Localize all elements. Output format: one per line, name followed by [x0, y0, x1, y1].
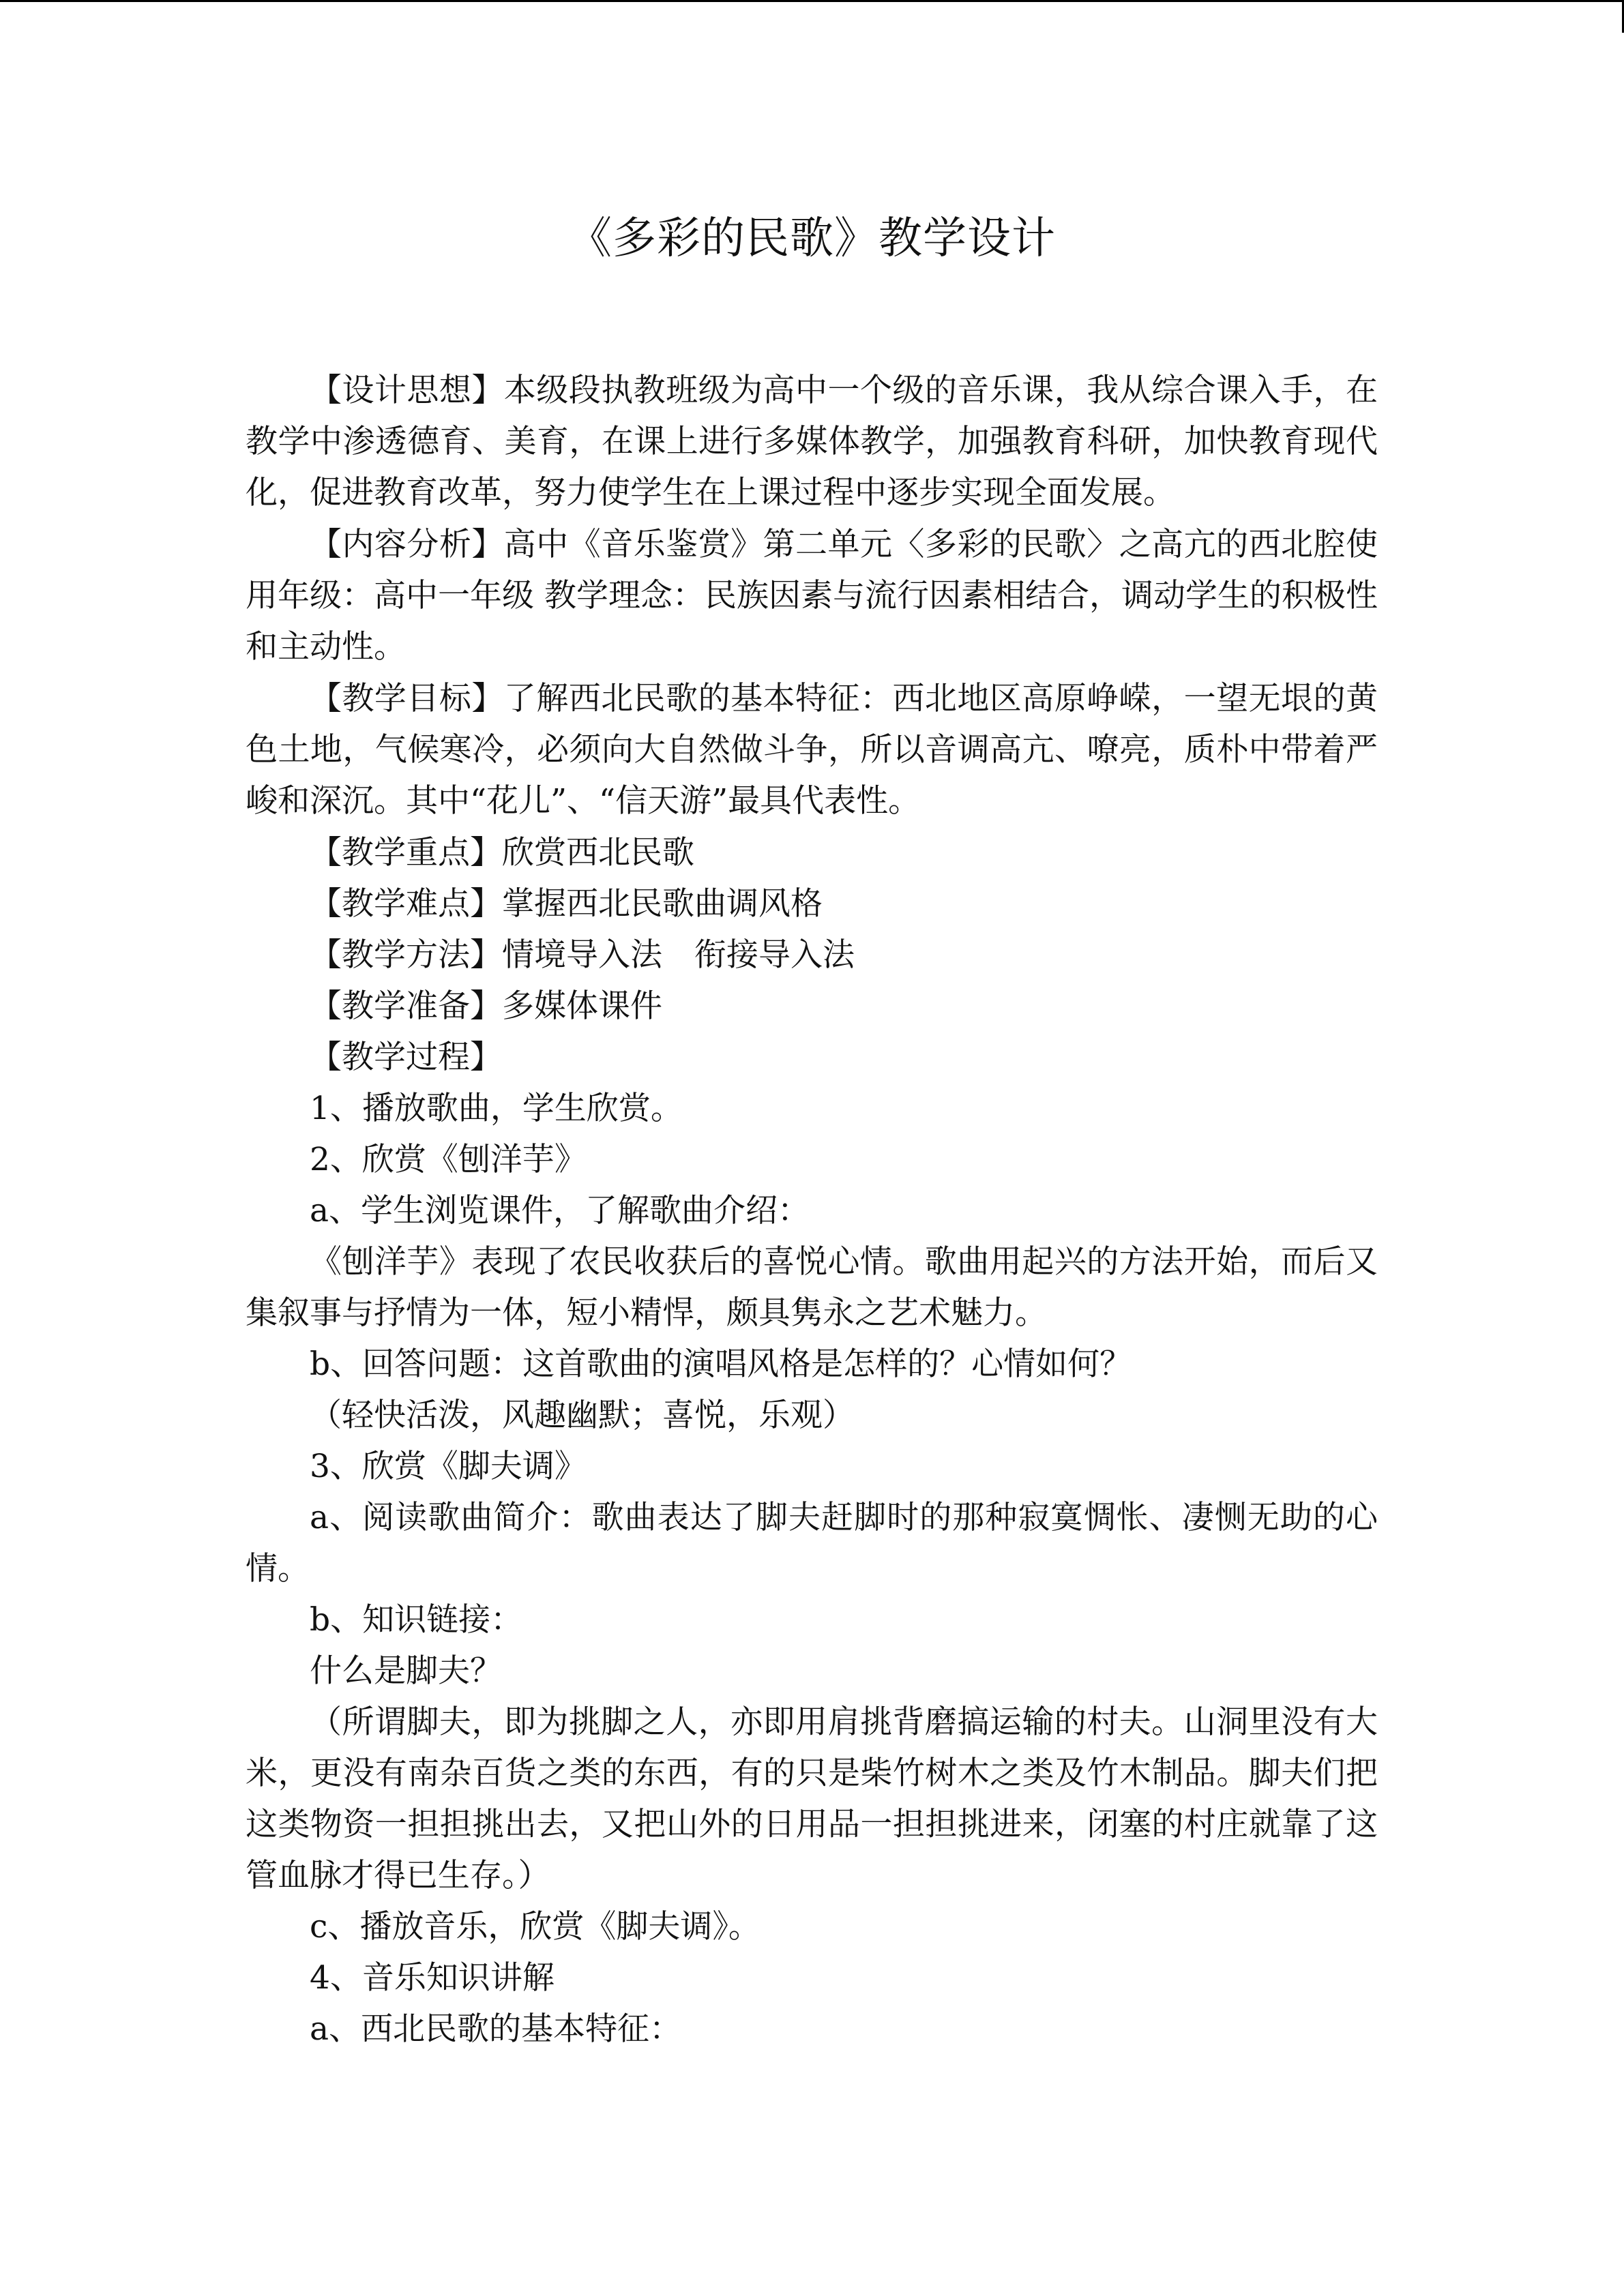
paragraph-teaching-method: 【教学方法】情境导入法 衔接导入法 [310, 936, 855, 974]
list-item-step-4a: a、西北民歌的基本特征： [310, 2010, 682, 2048]
paragraph-teaching-goals: 【教学目标】了解西北民歌的基本特征：西北地区高原峥嵘，一望无垠的黄色土地，气候寒冷，必须向大自然做斗争，所以音调高亢、嘹亮，质朴中带着严峻和深沉。其中“花儿”、“信天游”最具代表性。 [246, 680, 1378, 820]
paragraph-teaching-preparation: 【教学准备】多媒体课件 [310, 987, 662, 1025]
list-item-step-3c: c、播放音乐，欣赏《脚夫调》。 [310, 1908, 761, 1945]
list-item-step-2: 2、欣赏《刨洋芋》 [310, 1141, 587, 1178]
paragraph-porter-explanation: （所谓脚夫，即为挑脚之人，亦即用肩挑背磨搞运输的村夫。山洞里没有大米，更没有南杂百货之类的东西，有的只是柴竹树木之类及竹木制品。脚夫们把这类物资一担担挑出去，又把山外的日用品一担担挑进来，闭塞的村庄就靠了这管血脉才得已生存。） [246, 1703, 1378, 1894]
paragraph-content-analysis: 【内容分析】高中《音乐鉴赏》第二单元〈多彩的民歌〉之高亢的西北腔使用年级：高中一年级 教学理念：民族因素与流行因素相结合，调动学生的积极性和主动性。 [246, 526, 1378, 666]
list-item-step-2a: a、学生浏览课件，了解歌曲介绍： [310, 1192, 810, 1229]
paragraph-song-intro: 《刨洋芋》表现了农民收获后的喜悦心情。歌曲用起兴的方法开始，而后又集叙事与抒情为一体，短小精悍，颇具隽永之艺术魅力。 [246, 1243, 1378, 1332]
page-top-border [0, 0, 1624, 2]
paragraph-teaching-focus: 【教学重点】欣赏西北民歌 [310, 834, 694, 871]
list-item-step-2b: b、回答问题：这首歌曲的演唱风格是怎样的？心情如何？ [310, 1345, 1132, 1383]
list-item-step-1: 1、播放歌曲，学生欣赏。 [310, 1090, 683, 1127]
paragraph-answer: （轻快活泼，风趣幽默；喜悦，乐观） [310, 1397, 855, 1434]
paragraph-design-idea: 【设计思想】本级段执教班级为高中一个级的音乐课，我从综合课入手，在教学中渗透德育、美育，在课上进行多媒体教学，加强教育科研，加快教育现代化，促进教育改革，努力使学生在上课过程中逐步实现全面发展。 [246, 372, 1378, 511]
list-item-step-4: 4、音乐知识讲解 [310, 1959, 555, 1997]
list-item-step-3: 3、欣赏《脚夫调》 [310, 1448, 587, 1485]
list-item-step-3a: a、阅读歌曲简介：歌曲表达了脚夫赶脚时的那种寂寞惆怅、凄恻无助的心情。 [246, 1499, 1378, 1587]
list-item-step-3b: b、知识链接： [310, 1601, 523, 1639]
document-title: 《多彩的民歌》教学设计 [568, 213, 1056, 264]
paragraph-teaching-difficulty: 【教学难点】掌握西北民歌曲调风格 [310, 885, 823, 923]
paragraph-question: 什么是脚夫？ [310, 1652, 502, 1690]
document-body [246, 365, 1378, 2055]
paragraph-teaching-process: 【教学过程】 [310, 1039, 502, 1076]
